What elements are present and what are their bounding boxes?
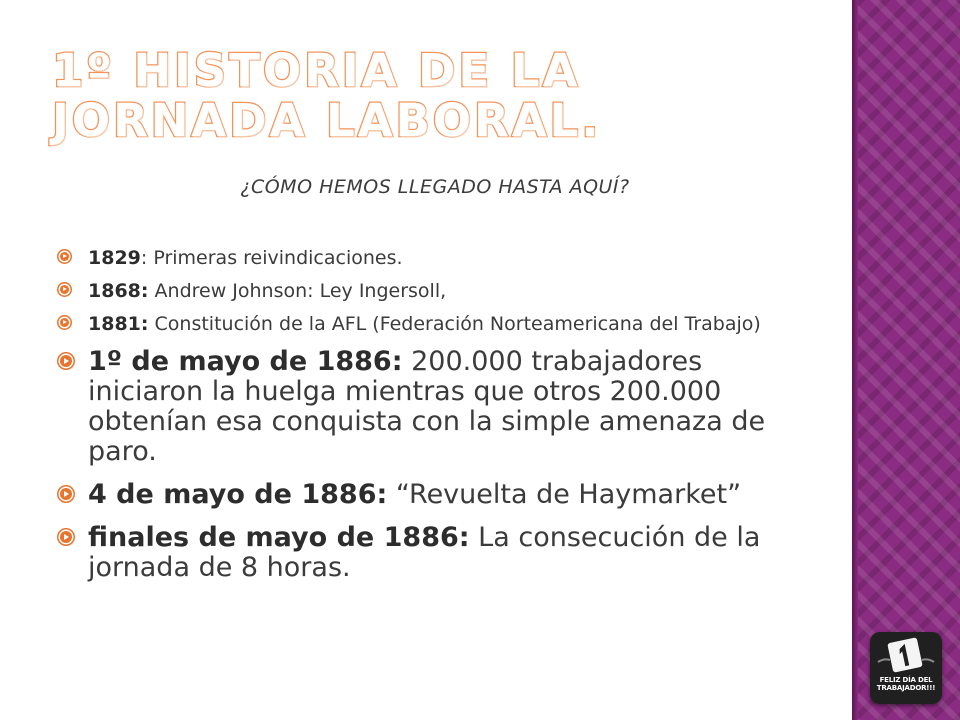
- bullet-year: 1868:: [88, 280, 149, 302]
- bullet-date: finales de mayo de 1886:: [88, 522, 470, 553]
- bullet-year: 1881:: [88, 313, 149, 335]
- bullet-text: La consecución de la jornada de 8 horas.: [88, 522, 761, 583]
- bullet-1829: [60, 248, 790, 268]
- circle-arrow-bullet-icon: [60, 318, 69, 327]
- bullet-text: Constitución de la AFL (Federación Norteamericana del Trabajo): [148, 313, 761, 335]
- decorative-side-panel: [852, 0, 960, 720]
- bullet-may-4-1886: [60, 480, 790, 510]
- bullet-1868: [60, 281, 790, 301]
- circle-arrow-bullet-icon: [60, 531, 72, 543]
- labor-day-badge-icon: [870, 632, 942, 704]
- bullet-text: 200.000 trabajadores iniciaron la huelga mientras que otros 200.000 obtenían esa conquista con la simple amenaza de paro.: [88, 346, 766, 467]
- circle-arrow-bullet-icon: [60, 488, 72, 500]
- bullet-date: 1º de mayo de 1886:: [88, 346, 403, 377]
- bullet-text: Andrew Johnson: Ley Ingersoll,: [148, 280, 447, 302]
- slide-subtitle: ¿CÓMO HEMOS LLEGADO HASTA AQUÍ?: [240, 176, 630, 198]
- circle-arrow-bullet-icon: [60, 285, 69, 294]
- circle-arrow-bullet-icon: [60, 252, 69, 261]
- side-panel-edge: [852, 0, 858, 720]
- bullet-text: : Primeras reivindicaciones.: [140, 247, 403, 269]
- bullet-year: 1829: [88, 247, 141, 269]
- bullet-text: “Revuelta de Haymarket”: [387, 479, 742, 510]
- bullet-list: [60, 248, 790, 596]
- badge-caption-line-1: FELIZ DÍA DEL: [879, 676, 933, 684]
- badge-graphic: [870, 632, 942, 704]
- circle-arrow-bullet-icon: [60, 355, 72, 367]
- bullet-1881: [60, 314, 790, 334]
- badge-caption-line-2: TRABAJADOR!!!: [876, 684, 936, 692]
- bullet-date: 4 de mayo de 1886:: [88, 479, 388, 510]
- bullet-may-1-1886: [60, 347, 790, 467]
- badge-caption: [872, 676, 940, 692]
- slide-title: 1º HISTORIA DE LA JORNADA LABORAL.: [52, 44, 602, 147]
- bullet-late-may-1886: [60, 523, 790, 583]
